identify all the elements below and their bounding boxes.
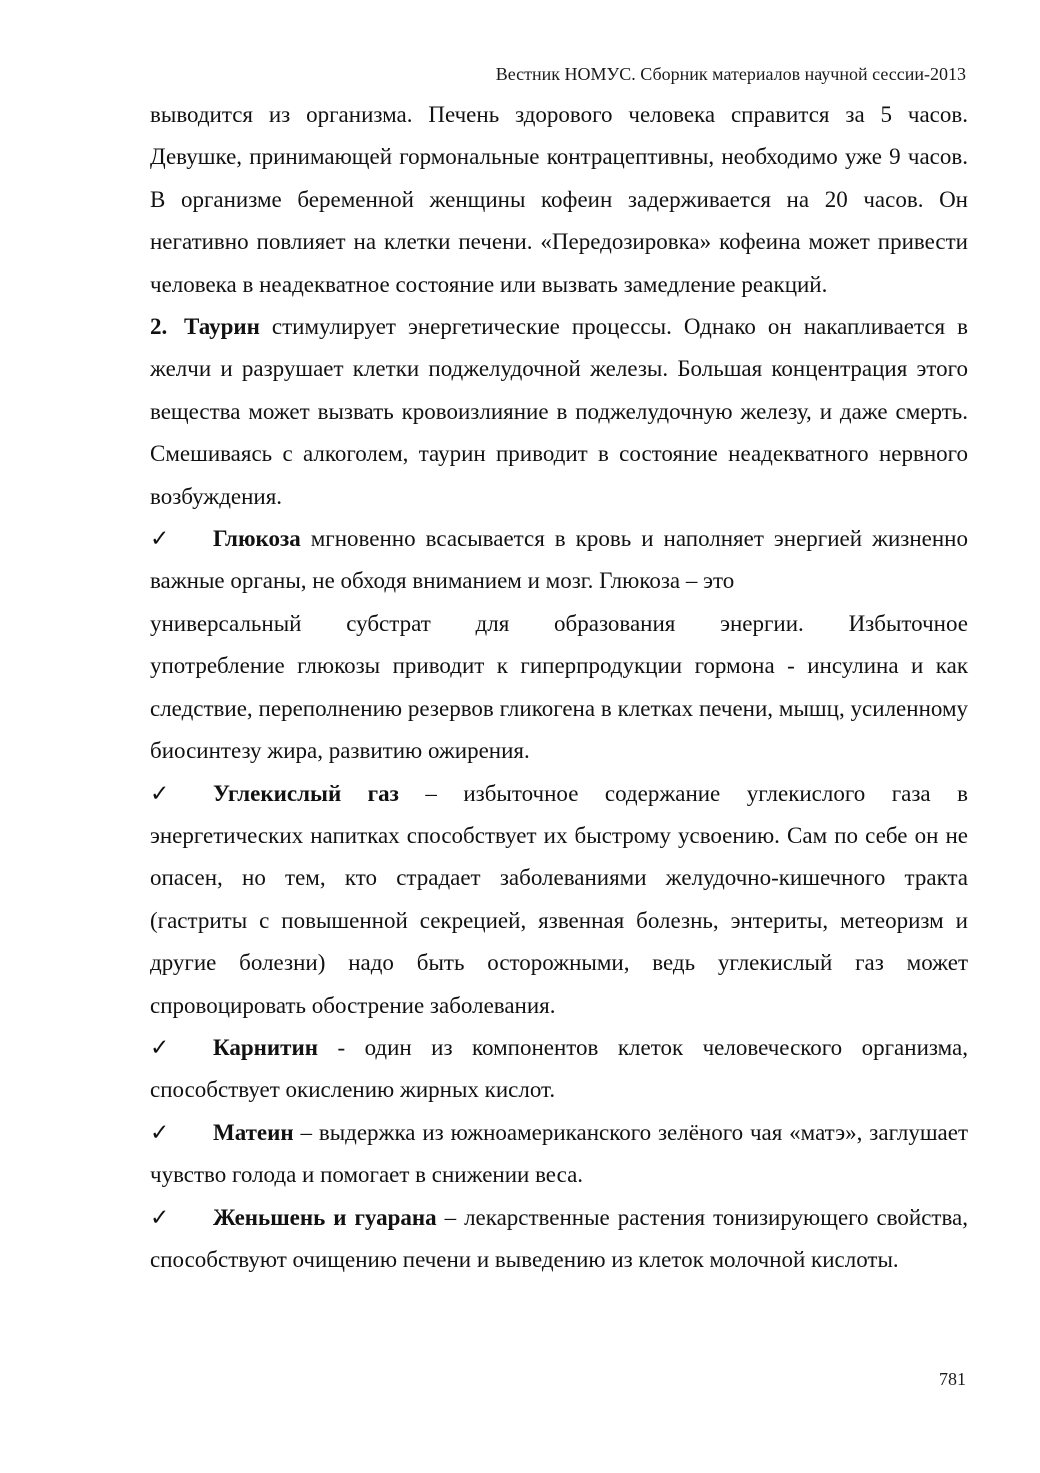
word: универсальный: [150, 610, 302, 636]
bullet-term: Глюкоза: [213, 526, 301, 552]
page-body: [150, 94, 968, 1281]
bullet-text-line1: мгновенно всасывается в кровь и наполняет энергией жизненно важные органы, не обходя вниманием и мозг. Глюкоза – это: [150, 526, 968, 594]
bullet-carbon-dioxide: [150, 773, 968, 1027]
item-term: Таурин: [184, 314, 260, 340]
bullet-mateine: [150, 1112, 968, 1197]
item-number: 2.: [150, 314, 168, 340]
bullet-text: – лекарственные растения тонизирующего свойства, способствуют очищению печени и выведению из клеток молочной кислоты.: [150, 1204, 968, 1272]
word: энергии.: [720, 610, 804, 636]
check-mark-icon: ✓: [150, 526, 170, 552]
bullet-justified-line: [150, 603, 968, 645]
bullet-text: - один из компонентов клеток человеческого организма, способствует окислению жирных кислот.: [150, 1034, 968, 1103]
bullet-text-rest: употребление глюкозы приводит к гиперпродукции гормона - инсулина и как следствие, переполнению резервов гликогена в клетках печени, мышц, усиленному биосинтезу жира, развитию ожирения.: [150, 653, 968, 764]
bullet-ginseng-guarana: [150, 1197, 968, 1282]
bullet-text: – избыточное содержание углекислого газа в энергетических напитках способствует их быстрому усвоению. Сам по себе он не опасен, но тем, кто страдает заболеваниями желудочно-кишечного тракта (гастриты с повышенной секрецией, язвенная болезнь, энтериты, метеоризм и другие болезни) надо быть осторожными, ведь углекислый газ может спровоцировать обострение заболевания.: [150, 780, 968, 1018]
word: Избыточное: [848, 610, 968, 636]
bullet-term: Женьшень и гуарана: [213, 1204, 437, 1230]
bullet-text: – выдержка из южноамериканского зелёного чая «матэ», заглушает чувство голода и помогает в снижении веса.: [150, 1119, 968, 1188]
word: для: [475, 610, 510, 636]
check-mark-icon: ✓: [150, 780, 170, 806]
intro-paragraph: выводится из организма. Печень здорового человека справится за 5 часов. Девушке, принимающей гормональные контрацептивны, необходимо уже 9 часов. В организме беременной женщины кофеин задерживается на 20 часов. Он негативно повлияет на клетки печени. «Передозировка» кофеина может привести человека в неадекватное состояние или вызвать замедление реакций.: [150, 102, 968, 297]
bullet-term: Углекислый газ: [213, 780, 399, 806]
bullet-term: Карнитин: [213, 1034, 318, 1060]
check-mark-icon: ✓: [150, 1204, 170, 1230]
check-mark-icon: ✓: [150, 1119, 170, 1145]
bullet-carnitine: [150, 1027, 968, 1112]
bullet-glucose: [150, 518, 968, 772]
numbered-item-taurine: [150, 306, 968, 518]
word: образования: [554, 610, 676, 636]
running-header: Вестник НОМУС. Сборник материалов научной сессии-2013: [495, 64, 966, 84]
item-text: стимулирует энергетические процессы. Однако он накапливается в желчи и разрушает клетки поджелудочной железы. Большая концентрация этого вещества может вызвать кровоизлияние в поджелудочную железу, и даже смерть. Смешиваясь с алкоголем, таурин приводит в состояние неадекватного нервного возбуждения.: [150, 314, 968, 509]
check-mark-icon: ✓: [150, 1034, 170, 1060]
page-number: 781: [939, 1369, 966, 1389]
bullet-term: Матеин: [213, 1119, 294, 1145]
word: субстрат: [346, 610, 431, 636]
